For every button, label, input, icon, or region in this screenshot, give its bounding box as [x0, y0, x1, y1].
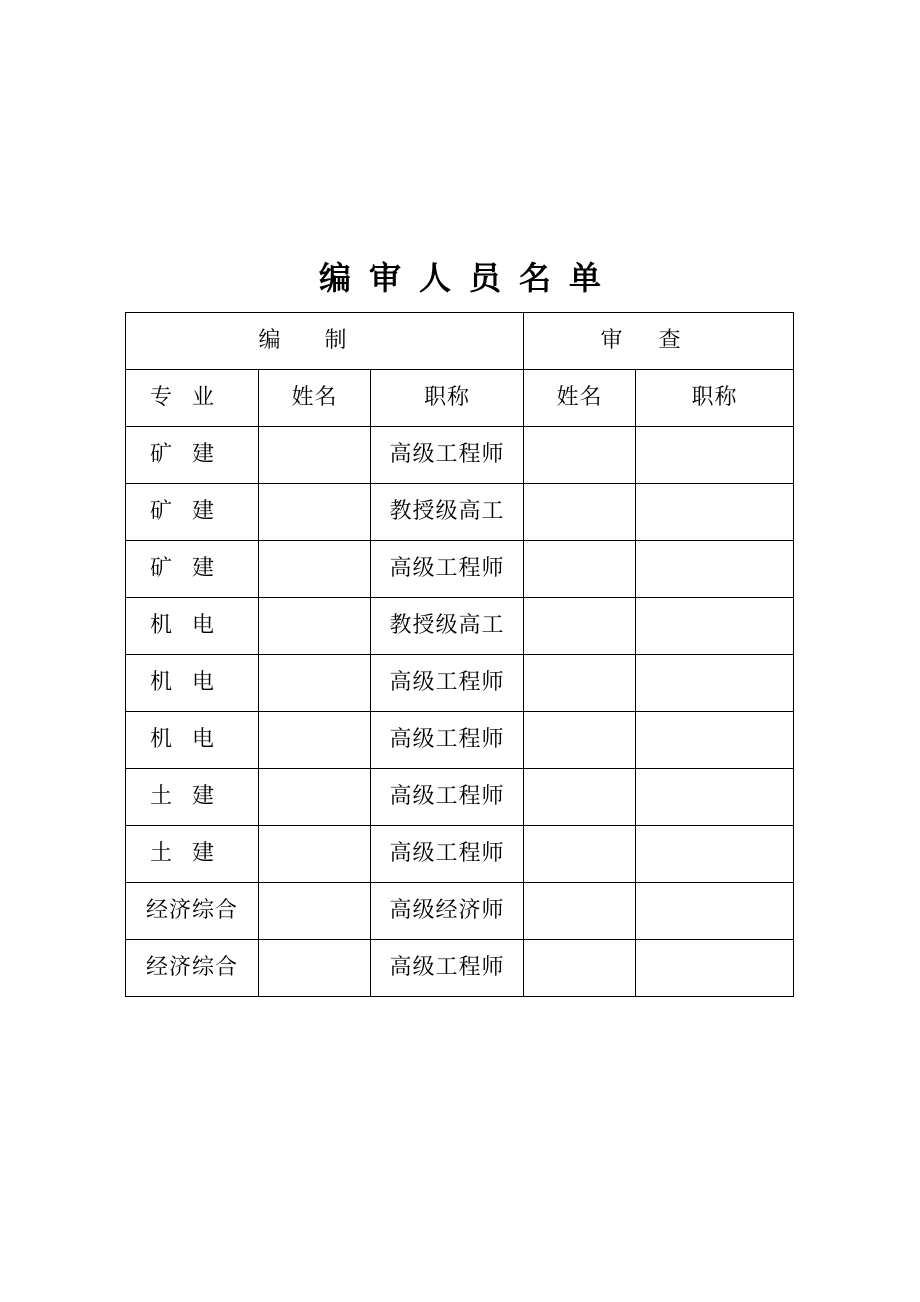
review-title-cell — [636, 598, 794, 655]
specialty-cell: 土建 — [126, 826, 259, 883]
review-title-cell — [636, 883, 794, 940]
review-title-cell — [636, 826, 794, 883]
column-header-review-title: 职称 — [636, 370, 794, 427]
group-header-row — [126, 313, 794, 370]
table-row — [126, 883, 794, 940]
review-name-cell — [524, 484, 636, 541]
review-title-cell — [636, 940, 794, 997]
column-header-review-name: 姓名 — [524, 370, 636, 427]
name-cell — [259, 769, 371, 826]
column-header-title: 职称 — [371, 370, 524, 427]
specialty-cell: 机电 — [126, 712, 259, 769]
table-row — [126, 826, 794, 883]
table-row — [126, 769, 794, 826]
title-cell: 高级工程师 — [371, 769, 524, 826]
column-header-row — [126, 370, 794, 427]
name-cell — [259, 598, 371, 655]
review-name-cell — [524, 883, 636, 940]
table-row — [126, 427, 794, 484]
review-title-cell — [636, 712, 794, 769]
name-cell — [259, 655, 371, 712]
review-title-cell — [636, 541, 794, 598]
specialty-cell: 经济综合 — [126, 883, 259, 940]
group-header-review: 审查 — [524, 313, 794, 370]
name-cell — [259, 883, 371, 940]
title-cell: 高级工程师 — [371, 940, 524, 997]
review-name-cell — [524, 769, 636, 826]
specialty-cell: 机电 — [126, 598, 259, 655]
group-header-compile: 编制 — [126, 313, 524, 370]
specialty-cell: 矿建 — [126, 484, 259, 541]
specialty-cell: 机电 — [126, 655, 259, 712]
title-cell: 高级工程师 — [371, 427, 524, 484]
title-cell: 高级工程师 — [371, 655, 524, 712]
name-cell — [259, 484, 371, 541]
title-cell: 高级工程师 — [371, 541, 524, 598]
review-title-cell — [636, 484, 794, 541]
review-name-cell — [524, 427, 636, 484]
table-row — [126, 598, 794, 655]
table-body — [126, 427, 794, 997]
review-name-cell — [524, 712, 636, 769]
review-title-cell — [636, 655, 794, 712]
specialty-cell: 矿建 — [126, 427, 259, 484]
review-name-cell — [524, 940, 636, 997]
personnel-table — [125, 312, 794, 997]
name-cell — [259, 826, 371, 883]
title-cell: 教授级高工 — [371, 598, 524, 655]
review-title-cell — [636, 769, 794, 826]
column-header-specialty: 专业 — [126, 370, 259, 427]
title-cell: 高级工程师 — [371, 826, 524, 883]
review-name-cell — [524, 655, 636, 712]
specialty-cell: 土建 — [126, 769, 259, 826]
page-title: 编审人员名单 — [318, 259, 619, 297]
title-cell: 高级经济师 — [371, 883, 524, 940]
name-cell — [259, 541, 371, 598]
name-cell — [259, 427, 371, 484]
title-cell: 教授级高工 — [371, 484, 524, 541]
review-name-cell — [524, 541, 636, 598]
table-row — [126, 940, 794, 997]
review-title-cell — [636, 427, 794, 484]
name-cell — [259, 712, 371, 769]
name-cell — [259, 940, 371, 997]
specialty-cell: 矿建 — [126, 541, 259, 598]
title-cell: 高级工程师 — [371, 712, 524, 769]
table-row — [126, 712, 794, 769]
review-name-cell — [524, 598, 636, 655]
table-row — [126, 484, 794, 541]
column-header-name: 姓名 — [259, 370, 371, 427]
specialty-cell: 经济综合 — [126, 940, 259, 997]
table-row — [126, 541, 794, 598]
table-row — [126, 655, 794, 712]
review-name-cell — [524, 826, 636, 883]
